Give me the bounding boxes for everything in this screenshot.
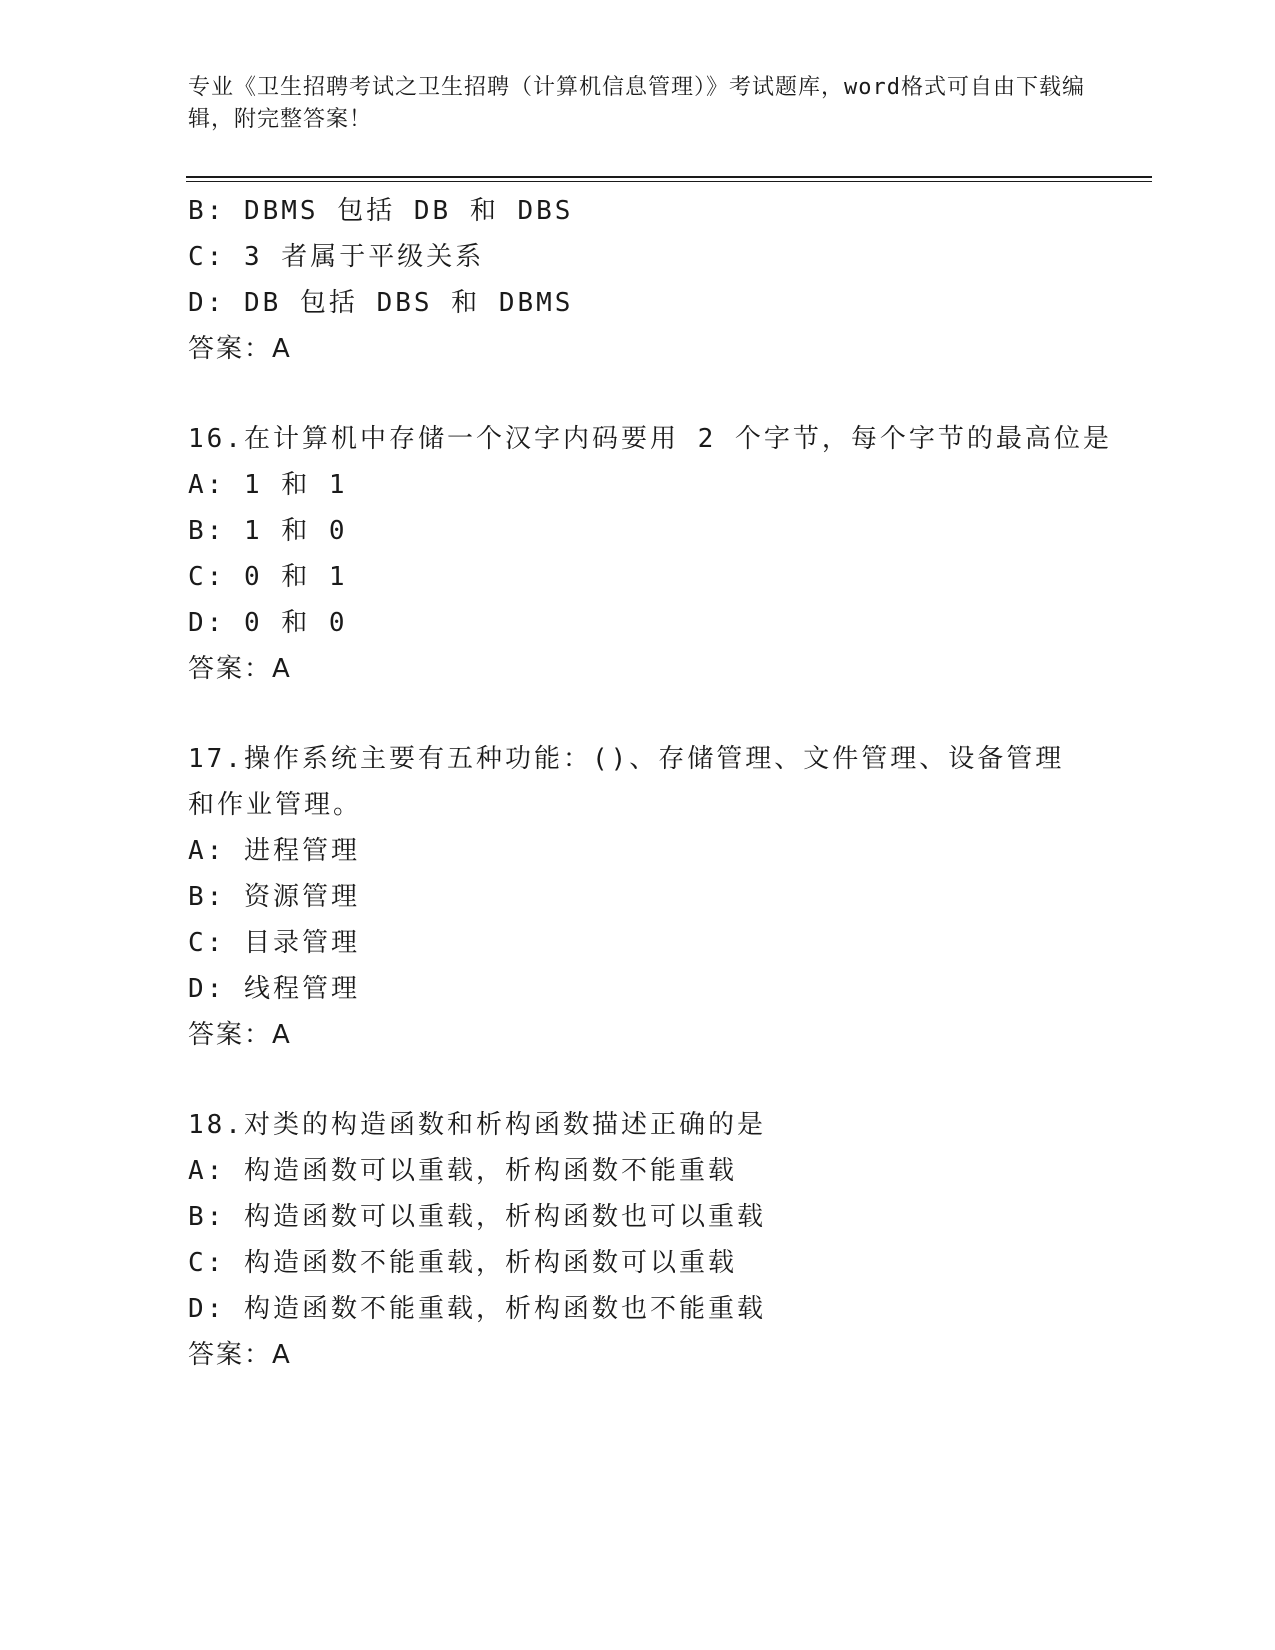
option-c: C: 0 和 1 [188,562,348,592]
option-a: A: 构造函数可以重载，析构函数不能重载 [188,1156,737,1186]
option-d: D: DB 包括 DBS 和 DBMS [188,288,574,318]
question-text: 17.操作系统主要有五种功能：()、存储管理、文件管理、设备管理和作业管理。 [188,744,1065,820]
question-18 [188,1102,1088,1378]
option-a: A: 1 和 1 [188,470,348,500]
question-list [188,188,1112,1378]
question-15 [188,188,1088,372]
answer: 答案：A [188,1020,292,1050]
option-b: B: 1 和 0 [188,516,348,546]
document-header: 专业《卫生招聘考试之卫生招聘（计算机信息管理）》考试题库，word格式可自由下载编辑，附完整答案！ [188,75,1085,132]
question-text: 16.在计算机中存储一个汉字内码要用 2 个字节，每个字节的最高位是 [188,424,1112,454]
option-c: C: 3 者属于平级关系 [188,242,485,272]
answer: 答案：A [188,654,292,684]
option-b: B: DBMS 包括 DB 和 DBS [188,196,574,226]
option-d: D: 构造函数不能重载，析构函数也不能重载 [188,1294,766,1324]
option-a: A: 进程管理 [188,836,360,866]
header-rule-thin [186,181,1152,182]
option-b: B: 构造函数可以重载，析构函数也可以重载 [188,1202,766,1232]
option-c: C: 目录管理 [188,928,360,958]
question-17 [188,736,1088,1058]
question-16 [188,416,1112,692]
option-d: D: 线程管理 [188,974,360,1004]
answer: 答案：A [188,334,292,364]
question-text: 18.对类的构造函数和析构函数描述正确的是 [188,1110,766,1140]
option-c: C: 构造函数不能重载，析构函数可以重载 [188,1248,737,1278]
header-rule-thick [186,176,1152,178]
option-b: B: 资源管理 [188,882,360,912]
answer: 答案：A [188,1340,292,1370]
option-d: D: 0 和 0 [188,608,348,638]
